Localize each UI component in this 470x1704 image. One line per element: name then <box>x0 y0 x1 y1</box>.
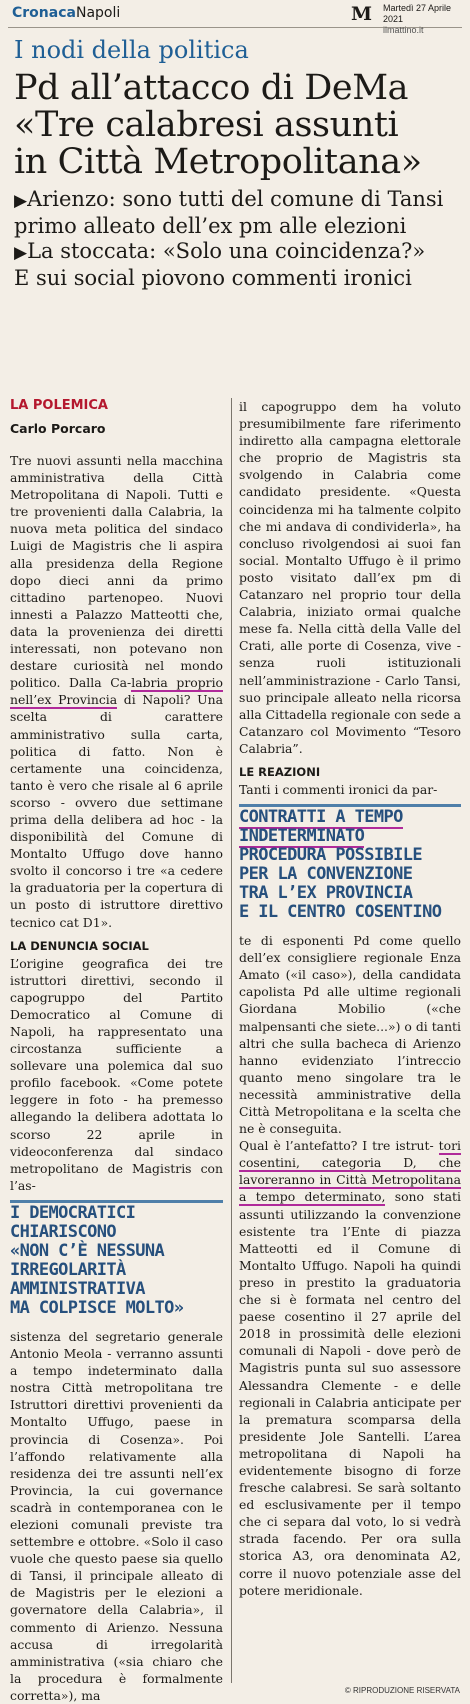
pull-quote-block <box>239 808 461 922</box>
right-column <box>239 398 461 1599</box>
article-text: Tre nuovi assunti nella macchina amministrativa della Città Metropolitana di Napoli. Tutti e tre provenienti dalla Calabria, la nuova meta politica del sindaco Luigi de Magistris che li aspira alla presidenza della Regione dopo dieci anni da primo cittadino partenopeo. Nuovi innesti a Palazzo Matteotti che, data la provenienza dei diretti interessati, non potevano non destare curiosità nel mondo politico. Dalla Ca- <box>10 453 223 691</box>
headline <box>14 70 462 181</box>
subhead-line: E sui social piovono commenti ironici <box>14 266 412 290</box>
site-url: ilmattino.it <box>383 25 424 35</box>
highlighted-text: INDETERMINATO <box>239 826 365 847</box>
article-text: Qual è l’antefatto? I tre istrut- <box>239 1138 434 1154</box>
headline-line: Pd all’attacco di DeMa <box>14 68 409 108</box>
rubric-label: LA POLEMICA <box>10 398 108 413</box>
pull-quote-line: TRA L’EX PROVINCIA <box>239 883 413 904</box>
kicker: I nodi della politica <box>14 36 249 64</box>
pull-quote-line: MA COLPISCE MOLTO» <box>10 1297 184 1318</box>
issue-date: Martedì 27 Aprile 2021 <box>383 3 452 24</box>
headline-line: in Città Metropolitana» <box>14 142 422 182</box>
subhead-line: primo alleato dell’ex pm alle elezioni <box>14 214 407 238</box>
subhead-text: Arienzo: sono tutti del comune di Tansi <box>27 187 444 211</box>
section-name: Cronaca <box>12 5 76 21</box>
triangle-bullet-icon: ▶ <box>14 243 28 263</box>
pull-quote-line: I DEMOCRATICI <box>10 1202 136 1223</box>
subhead-line <box>14 239 462 266</box>
page-header <box>8 0 462 35</box>
article-paragraph: sistenza del segretario generale Antonio Meola - verranno assunti a tempo indeterminato dalla nostra Città metropolitana tre Istruttori direttivi provenienti da Montalto Uffugo, paese in provincia di Cosenza». Poi l’affondo relativamente alla residenza dei tre assunti nell’ex Provincia, la cui governance scadrà in contemporanea con le elezioni comunali previste tra settembre e ottobre. «Solo il caso vuole che questo paese sia quello di Tansi, il principale alleato di de Magistris per le elezioni a governatore della Calabria», il commento di Arienzo. Nessuna accusa di irregolarità amministrativa («sia chiaro che la procedura è formalmente corretta»), ma <box>10 1328 223 1703</box>
pull-quote-line <box>239 808 461 827</box>
article-paragraph: L’origine geografica dei tre istruttori direttivi, secondo il capogruppo del Partito Democratico al Comune di Napoli, ha rappresentato una circostanza sufficiente a sollevare una polemica dal suo profilo facebook. «Come potete leggere in foto - ha premesso allegando la delibera adottata lo scorso 22 aprile in videoconferenza dal sindaco metropolitano de Magistris con l’as- <box>10 955 223 1193</box>
article-paragraph <box>10 452 223 931</box>
pull-quote-line: PROCEDURA POSSIBILE <box>239 845 423 866</box>
pull-quote-line: IRREGOLARITÀ <box>10 1259 126 1280</box>
section-city: Napoli <box>75 5 121 21</box>
pull-quote-rule <box>10 1200 223 1203</box>
section-title <box>12 5 120 21</box>
article-paragraph: Tanti i commenti ironici da par- <box>239 781 438 797</box>
copyright-notice: © RIPRODUZIONE RISERVATA <box>344 1686 460 1695</box>
newspaper-logo: M <box>351 3 373 25</box>
article-paragraph <box>239 1137 461 1599</box>
pull-quote-line: CHIARISCONO <box>10 1221 116 1242</box>
pull-quote-block <box>10 1204 223 1318</box>
pull-quote-line: E IL CENTRO COSENTINO <box>239 902 442 923</box>
triangle-bullet-icon: ▶ <box>14 191 28 211</box>
pull-quote-line: «NON C’È NESSUNA <box>10 1240 165 1261</box>
highlighted-text: CONTRATTI A TEMPO <box>239 807 403 828</box>
pull-quote-line <box>239 827 461 846</box>
subhead-line <box>14 187 462 214</box>
highlighted-text: lavoreranno in Città Metropolitana a tempo determinato, <box>239 1172 461 1205</box>
headline-line: «Tre calabresi assunti <box>14 105 399 145</box>
article-paragraph: il capogruppo dem ha voluto presumibilmente fare riferimento indiretto alla campagna elettorale che proprio de Magistris sta svolgendo in Calabria come candidato presidente. «Questa coincidenza mi ha talmente colpito che mi andava di condividerla», ha concluso rivolgendosi ai suoi fan social. Montalto Uffugo è il primo posto visitato dall’ex pm di Catanzaro nel proprio tour della Calabria, iniziato ormai qualche mese fa. Nella città della Valle del Crati, alle porte di Cosenza, vive - senza ruoli istituzionali nell’amministrazione - Carlo Tansi, suo principale alleato nella ricorsa alla Cittadella regionale con sede a Catanzaro col Movimento “Tesoro Calabria”. <box>239 399 461 756</box>
pull-quote-rule <box>239 804 461 807</box>
column-divider <box>231 398 232 1683</box>
subhead-text: La stoccata: «Solo una coincidenza?» <box>27 239 426 263</box>
highlighted-text: labria proprio nell’ex Provincia <box>10 675 223 708</box>
byline: Carlo Porcaro <box>10 421 106 436</box>
pull-quote-line: AMMINISTRATIVA <box>10 1278 145 1299</box>
highlighted-text: tori cosentini, categoria D, che <box>239 1138 461 1171</box>
article-paragraph: te di esponenti Pd come quello dell’ex consigliere regionale Enza Amato («il caso»), della candidata capolista Pd alle ultime regionali Giordana Mobilio («che malpensanti che siete...») o di tanti altri che sulla bacheca di Arienzo hanno evidenziato l’intreccio quanto meno singolare tra le necessità amministrative della Città Metropolitana e la scelta che ne è conseguita. <box>239 933 461 1137</box>
subheadings <box>14 187 462 291</box>
pull-quote <box>10 1204 223 1318</box>
article-text: sono stati assunti utilizzando la convenzione esistente tra l’Ente di piazza Matteotti ed il Comune di Montalto Uffugo. Napoli ha quindi preso in prestito la graduatoria che si è formata nel centro del paese cosentino il 27 aprile del 2018 in prossimità delle elezioni comunali di Napoli - dove però de Magistris punta sul suo assessore Alessandra Clemente - e delle regionali in Calabria anticipate per la prematura scomparsa della presidente Jole Santelli. L’area metropolitana di Napoli ha evidentemente bisogno di forze fresche calabresi. Se sarà soltanto ed esclusivamente per il tempo che ci separa dal voto, lo si vedrà strada facendo. Per ora sulla storica A3, ora denominata A2, corre il nuovo potenziale asse del potere meridionale. <box>239 1189 461 1598</box>
left-column <box>10 398 223 1704</box>
section-subheading: LE REAZIONI <box>239 764 321 779</box>
section-subheading: LA DENUNCIA SOCIAL <box>10 938 149 953</box>
article-text: di Napoli? Una scelta di carattere amministrativo sulla carta, politica di fatto. Non è certamente una coincidenza, tanto è vero che risale al 6 aprile scorso - ovvero due settimane prima della delibera ad hoc - la disponibilità del Comune di Montalto Uffugo dove hanno svolto il concorso i tre «a cedere la graduatoria per la copertura di un posto di istruttore direttivo tecnico cat D1». <box>10 692 223 930</box>
pull-quote-line: PER LA CONVENZIONE <box>239 864 413 885</box>
issue-date-block <box>383 3 462 36</box>
pull-quote <box>239 808 461 922</box>
